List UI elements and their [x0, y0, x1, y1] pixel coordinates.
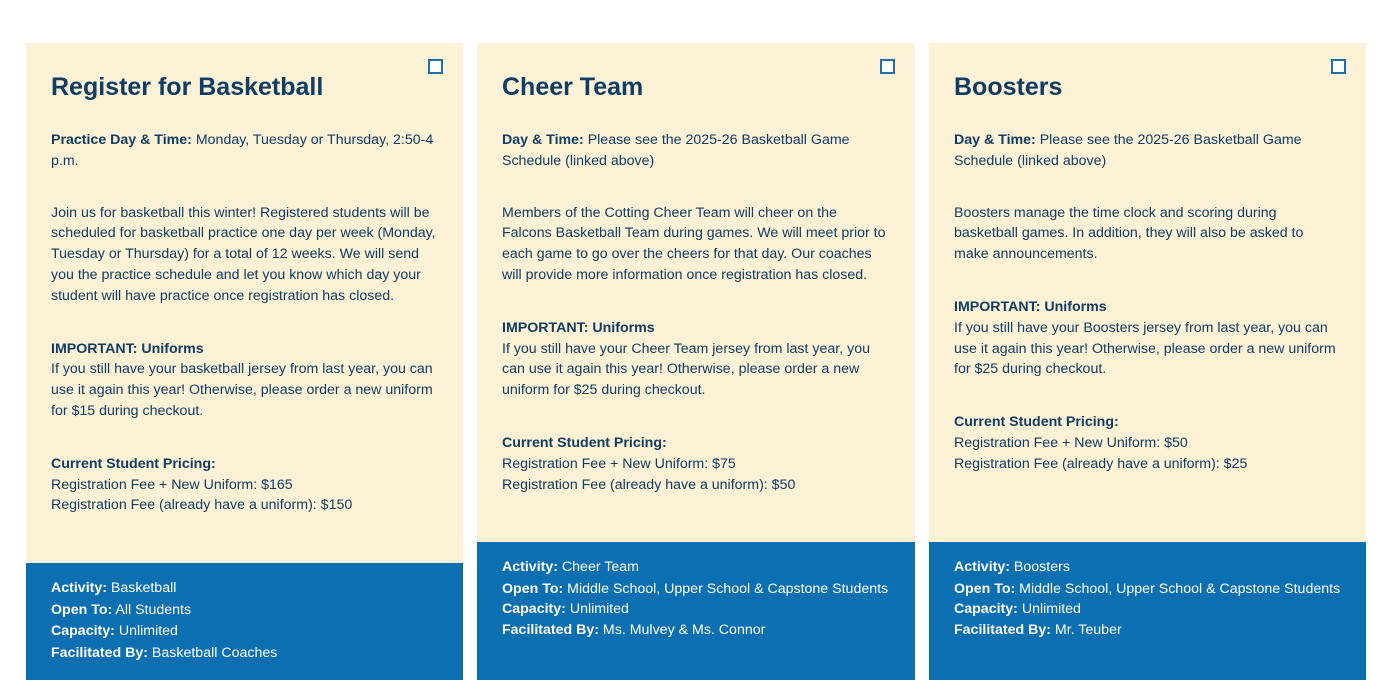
pricing-line: Registration Fee (already have a uniform): $150 [51, 497, 353, 514]
open-to-row: Open To: All Students [51, 601, 192, 618]
capacity-row: Capacity: Unlimited [502, 600, 629, 617]
uniform-text: If you still have your Boosters jersey from last year, you can use it again this year! Otherwise, please order a new uniform for $25 during checkout. [954, 319, 1336, 378]
description: Members of the Cotting Cheer Team will cheer on the Falcons Basketball Team during games. We will meet prior to each game to go over the cheers for that day. Our coaches will provide more information once registration has closed. [502, 204, 886, 283]
open-to-row: Open To: Middle School, Upper School & Capstone Students [502, 580, 889, 597]
uniform-heading: IMPORTANT: Uniforms [51, 340, 204, 357]
schedule-label: Day & Time: [954, 132, 1036, 148]
description: Boosters manage the time clock and scoring during basketball games. In addition, they will also be asked to make announcements. [954, 204, 1304, 263]
schedule-label: Day & Time: [502, 132, 584, 148]
open-to-row: Open To: Middle School, Upper School & Capstone Students [954, 580, 1341, 597]
pricing-line: Registration Fee + New Uniform: $165 [51, 476, 293, 493]
pricing-line: Registration Fee (already have a uniform): $25 [954, 455, 1248, 472]
card-footer [477, 542, 915, 680]
activity-row: Activity: Basketball [51, 580, 177, 596]
pricing-heading: Current Student Pricing: [502, 434, 667, 451]
schedule-text [51, 130, 438, 172]
schedule-text [502, 130, 890, 172]
schedule-label: Practice Day & Time: [51, 132, 192, 148]
capacity-row: Capacity: Unlimited [954, 600, 1081, 617]
card-title: Cheer Team [502, 73, 644, 101]
pricing-heading: Current Student Pricing: [954, 414, 1119, 431]
card-title: Boosters [954, 73, 1063, 101]
schedule-value: Please see the 2025-26 Basketball Game Schedule (linked above) [954, 132, 1302, 169]
facilitated-row: Facilitated By: Ms. Mulvey & Ms. Connor [502, 622, 766, 639]
card-cheer-team [477, 43, 915, 680]
schedule-text [954, 130, 1341, 172]
activity-row: Activity: Boosters [954, 559, 1070, 575]
schedule-value: Monday, Tuesday or Thursday, 2:50-4 p.m. [51, 132, 434, 169]
card-basketball [26, 43, 463, 680]
uniform-text: If you still have your basketball jersey from last year, you can use it again this year! Otherwise, please order a new uniform for $15 during checkout. [51, 361, 433, 419]
facilitated-row: Facilitated By: Basketball Coaches [51, 644, 278, 661]
activity-row: Activity: Cheer Team [502, 559, 639, 575]
pricing-line: Registration Fee + New Uniform: $75 [502, 455, 736, 472]
card-footer [929, 542, 1366, 680]
card-footer [26, 563, 463, 680]
pricing-heading: Current Student Pricing: [51, 455, 216, 472]
capacity-row: Capacity: Unlimited [51, 623, 178, 640]
uniform-text: If you still have your Cheer Team jersey from last year, you can use it again this year! Otherwise, please order a new uniform for $25 during checkout. [502, 340, 870, 399]
card-title: Register for Basketball [51, 73, 324, 101]
uniform-heading: IMPORTANT: Uniforms [954, 298, 1107, 315]
facilitated-row: Facilitated By: Mr. Teuber [954, 622, 1122, 639]
pricing-line: Registration Fee (already have a uniform): $50 [502, 476, 796, 493]
pricing-line: Registration Fee + New Uniform: $50 [954, 434, 1188, 451]
description: Join us for basketball this winter! Registered students will be scheduled for basketball practice one day per week (Monday, Tuesday or Thursday) for a total of 12 weeks. We will send you the practice schedule and let you know which day your student will have practice once registration has closed. [51, 204, 436, 304]
schedule-value: Please see the 2025-26 Basketball Game Schedule (linked above) [502, 132, 850, 169]
uniform-heading: IMPORTANT: Uniforms [502, 319, 655, 336]
card-boosters [929, 43, 1366, 680]
